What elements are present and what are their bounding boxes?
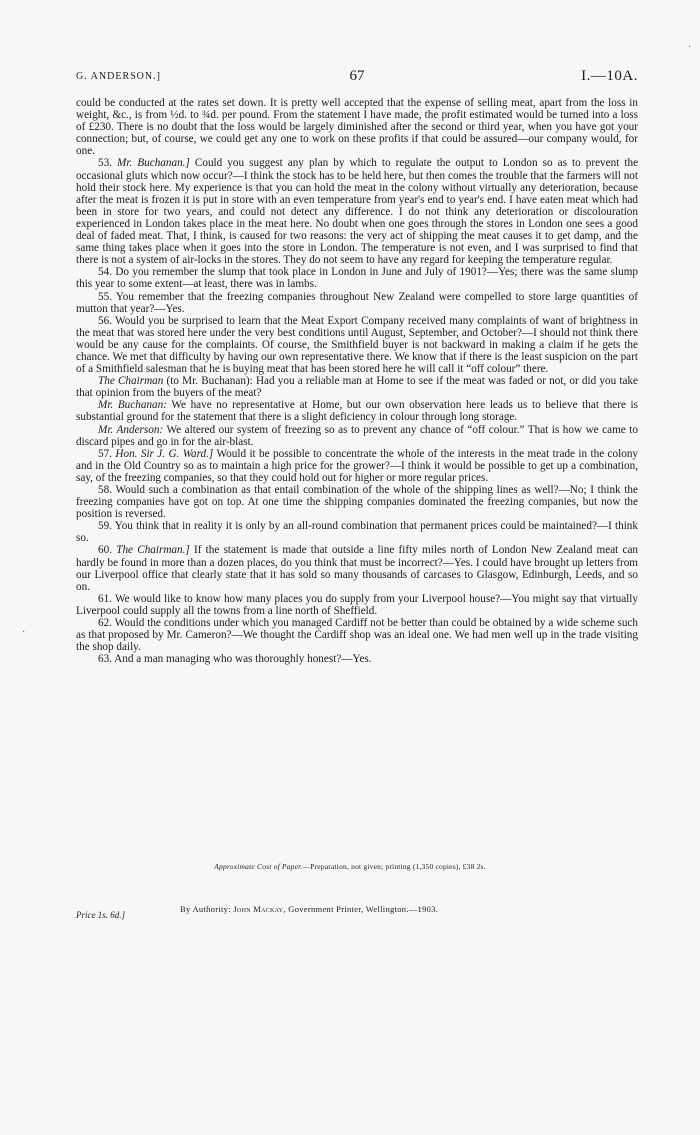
paragraph-text: You remember that the freezing companies throughout New Zealand were compelled to store large quantities of mutton that year?—Yes.: [76, 290, 638, 315]
speaker: Mr. Buchanan.]: [117, 157, 190, 170]
question-number: 57.: [98, 447, 112, 460]
question-number: 58.: [98, 484, 112, 496]
question-number: 56.: [98, 314, 112, 327]
paragraph: [76, 157, 638, 266]
question-number: 53.: [98, 157, 112, 170]
document-reference: I.—10A.: [581, 68, 638, 84]
question-number: 63.: [98, 653, 112, 666]
paragraph-text: We would like to know how many places you do supply from your Liverpool house?—You might say that virtually Liverpool could supply all the towns from a line north of Sheffield.: [76, 592, 638, 617]
paragraph-text: And a man managing who was thoroughly honest?—Yes.: [114, 653, 372, 666]
paragraph: [76, 399, 638, 423]
paragraph-text: We have no representative at Home, but our own observation here leads us to believe that there is substantial ground for the statement that there is a slight deficiency in colour through long storage.: [76, 399, 638, 424]
question-number: 59.: [98, 520, 112, 533]
paragraph-text: could be conducted at the rates set down. It is pretty well accepted that the expense of selling meat, apart from the loss in weight, &c., is from ½d. to ¾d. per pound. From the statement I have made, the profit estimated would be turned into a loss of £230. There is no doubt that the loss would be largely diminished after the second or third year, when you have got your connection; but, of course, we could get any one to work on these profits if that could be assured—our company would, for one.: [76, 97, 638, 158]
paragraph: [76, 266, 638, 290]
speaker: Hon. Sir J. G. Ward.]: [115, 447, 214, 460]
paragraph-text: Would you be surprised to learn that the Meat Export Company received many complaints of want of brightness in the meat that was stored here under the very best conditions until August, September, and October?—I should not think there would be any cause for the complaints. Of course, the Smithfield buyer is not backward in making a claim if he gets the chance. We met that difficulty by having our own representative there. We know that if there is the least suspicion on the part of a Smithfield salesman that he is buying meat that has been stored here he will call it “off colour” there.: [76, 314, 638, 376]
question-number: 61.: [98, 592, 112, 605]
paragraph: [76, 375, 638, 399]
page-number: 67: [349, 68, 365, 84]
paragraph: [76, 520, 638, 544]
speaker-note: (to Mr. Buchanan):: [166, 375, 253, 388]
printer-name: John Mackay: [233, 904, 284, 914]
paragraph: [76, 97, 638, 157]
printer-authority: [180, 904, 580, 914]
paragraph: [76, 484, 638, 520]
paragraph: [76, 617, 638, 653]
paragraph: [76, 291, 638, 315]
minutes-of-evidence: [76, 97, 638, 665]
margin-mark: ·: [688, 42, 692, 53]
paragraph: [76, 593, 638, 617]
paragraph-text: Had you a reliable man at Home to see if the meat was faded or not, or did you take that opinion from the buyers of the meat?: [76, 375, 638, 400]
paragraph-text: Could you suggest any plan by which to regulate the output to London so as to prevent the occasional gluts which now occur?—I think the stock has to be held here, but then comes the trouble that the farmers will not hold their stock here. My experience is that you can hold the meat in the colony without virtually any deterioration, because after the meat is frozen it is put in store with an even temperature from year's end to year's end. I have eaten meat which had been in store for two years, and could not detect any difference. I do not think any deterioration or discolouration experienced in London takes place in the meat here. No doubt when one goes through the stores in London one sees a good deal of faded meat. That, I think, is caused for two reasons: the very act of shipping the meat causes it to get damp, and the same thing takes place when it goes into the store in London. The temperature is not even, and I was surprised to find that there is not a system of air-locks in the stores. They do not seem to have any regard for keeping the temperature regular.: [76, 157, 639, 267]
paragraph: [76, 424, 638, 448]
authority-prefix: By Authority:: [180, 904, 231, 914]
cost-of-paper-note: [0, 862, 700, 871]
paragraph-text: Would such a combination as that entail combination of the whole of the shipping lines as well?—No; I think the freezing companies have got on top. At one time the shipping companies dominated the freezing companies, but now the position is reversed.: [76, 484, 638, 521]
speaker: Mr. Buchanan:: [98, 399, 167, 412]
paragraph: [76, 448, 638, 484]
page-header: [76, 68, 638, 88]
header-witness-name: G. ANDERSON.]: [76, 71, 161, 82]
question-number: 55.: [98, 290, 112, 303]
speaker: The Chairman: [98, 375, 164, 388]
paragraph: [76, 544, 638, 592]
paragraph-text: Do you remember the slump that took place in London in June and July of 1901?—Yes; there was the same slump this year to some extent—at least, there was in lambs.: [76, 266, 638, 291]
cost-text: —Preparation, not given; printing (1,350 copies), £38 2s.: [302, 862, 486, 871]
paragraph-text: Would the conditions under which you managed Cardiff not be better than could be obtained by a wide scheme such as that proposed by Mr. Cameron?—We thought the Cardiff shop was an ideal one. We had men well up in the trade visiting the shop daily.: [76, 617, 638, 654]
margin-mark: ·: [22, 627, 26, 638]
question-number: 62.: [98, 617, 112, 630]
price-note: Price 1s. 6d.]: [76, 910, 125, 920]
paragraph-text: Would it be possible to concentrate the whole of the interests in the meat trade in the colony and in the Old Country so as to maintain a high price for the grower?—I think it would be possible to get up a combination, say, of the freezing companies, so that they could hold out for higher or more regular prices.: [76, 447, 639, 484]
speaker: The Chairman.]: [116, 544, 190, 557]
authority-suffix: , Government Printer, Wellington.—1903.: [283, 904, 439, 914]
speaker: Mr. Anderson:: [98, 423, 164, 436]
cost-label: Approximate Cost of Paper.: [214, 862, 303, 871]
paragraph-text: We altered our system of freezing so as to prevent any chance of “off colour.” That is how we came to discard pipes and go in for the air-blast.: [76, 423, 638, 448]
paragraph-text: You think that in reality it is only by an all-round combination that permanent prices could be maintained?—I think so.: [76, 520, 638, 545]
paragraph: [76, 315, 638, 375]
paragraph: [76, 653, 638, 665]
question-number: 60.: [98, 544, 112, 557]
paragraph-text: If the statement is made that outside a line fifty miles north of London New Zealand meat can hardly be found in more than a dozen places, do you think that must be incorrect?—Yes. I could have brought up letters from our Liverpool office that clearly state that it has sold so many thousands of carcases to Glasgow, Edinburgh, Leeds, and so on.: [76, 544, 639, 593]
question-number: 54.: [98, 266, 112, 279]
